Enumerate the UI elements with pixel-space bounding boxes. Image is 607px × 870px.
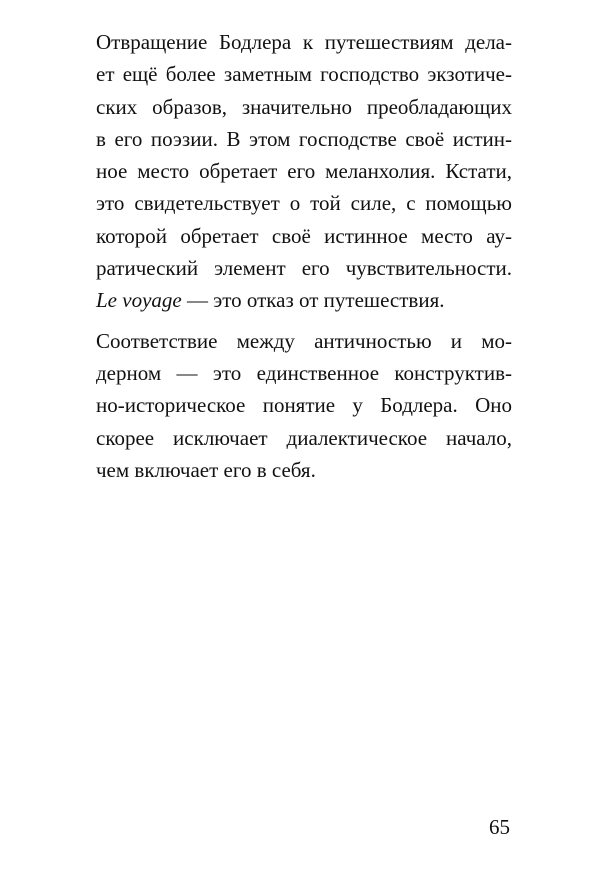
text-line: Соответствие между античностью и мо- [96,328,512,353]
text-line: ное место обретает его меланхолия. Кстати, [96,159,512,184]
text-line: которой обретает своё истинное место ау- [96,223,512,248]
text-line-final: чем включает его в себя. [96,457,316,482]
text-line: ет ещё более заметным господство экзотиче- [96,62,512,87]
text-line: скорее исключает диалектическое начало, [96,425,512,450]
text-line: дерном — это единственное конструктив- [96,360,512,385]
italic-title: Le voyage [96,288,182,313]
text-line: это свидетельствует о той силе, с помощью [96,191,512,216]
text-line-rest: — это отказ от путешествия. [181,288,445,313]
page-number: 65 [489,815,510,839]
text-line: но-историческое понятие у Бодлера. Оно [96,393,512,418]
text-line: ратический элемент его чувствительности. [96,256,512,281]
paragraph-gap [96,317,512,325]
text-line: ских образов, значительно преобладающих [96,94,512,119]
text-line: Отвращение Бодлера к путешествиям дела- [96,30,512,54]
text-line-final [96,284,512,316]
paragraph-1 [96,26,512,317]
paragraph-2 [96,325,512,486]
text-line: в его поэзии. В этом господстве своё истин- [96,126,512,151]
body-text [96,26,512,486]
